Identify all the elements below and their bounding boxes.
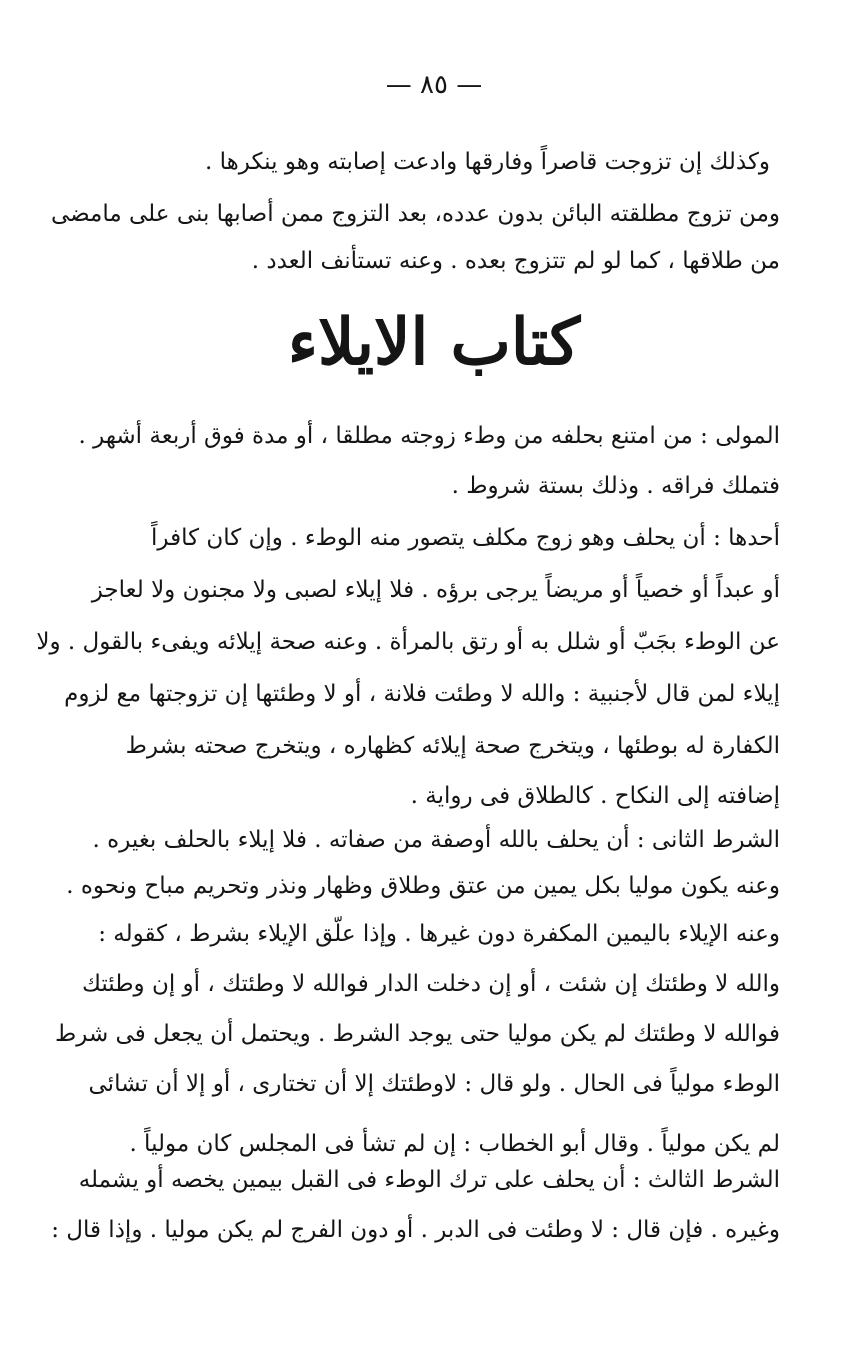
page-number: — ٨٥ — bbox=[385, 70, 483, 100]
text-line: أو عبداً أو خصياً أو مريضاً يرجى برؤه . فلا إيلاء لصبى ولا مجنون ولا لعاجز bbox=[91, 577, 780, 603]
text-line: لم يكن مولياً . وقال أبو الخطاب : إن لم تشأ فى المجلس كان مولياً . bbox=[129, 1131, 780, 1157]
text-line: الشرط الثانى : أن يحلف بالله أوصفة من صفاته . فلا إيلاء بالحلف بغيره . bbox=[92, 827, 780, 853]
text-line: الشرط الثالث : أن يحلف على ترك الوطء فى القبل بيمين يخصه أو يشمله bbox=[78, 1167, 780, 1193]
text-line: فتملك فراقه . وذلك بستة شروط . bbox=[451, 473, 780, 499]
text-line: والله لا وطئتك إن شئت ، أو إن دخلت الدار فوالله لا وطئتك ، أو إن وطئتك bbox=[81, 971, 780, 997]
text-line: إيلاء لمن قال لأجنبية : والله لا وطئت فلانة ، أو لا وطئتها إن تزوجتها مع لزوم bbox=[64, 681, 780, 707]
text-line: وغيره . فإن قال : لا وطئت فى الدبر . أو دون الفرج لم يكن موليا . وإذا قال : bbox=[51, 1217, 780, 1243]
text-line: من طلاقها ، كما لو لم تتزوج بعده . وعنه تستأنف العدد . bbox=[251, 248, 780, 274]
text-line: المولى : من امتنع بحلفه من وطء زوجته مطلقا ، أو مدة فوق أربعة أشهر . bbox=[78, 423, 780, 449]
text-line: فوالله لا وطئتك لم يكن موليا حتى يوجد الشرط . ويحتمل أن يجعل فى شرط bbox=[55, 1021, 780, 1047]
text-line: وكذلك إن تزوجت قاصراً وفارقها وادعت إصابته وهو ينكرها . bbox=[205, 149, 770, 175]
text-line: الكفارة له بوطئها ، ويتخرج صحة إيلائه كظهاره ، ويتخرج صحته بشرط bbox=[125, 733, 780, 759]
text-line: وعنه يكون موليا بكل يمين من عتق وطلاق وظهار ونذر وتحريم مباح ونحوه . bbox=[66, 873, 780, 899]
text-line: وعنه الإيلاء باليمين المكفرة دون غيرها . وإذا علّق الإيلاء بشرط ، كقوله : bbox=[98, 921, 780, 947]
text-line: أحدها : أن يحلف وهو زوج مكلف يتصور منه الوطء . وإن كان كافراً bbox=[151, 525, 780, 551]
text-line: إضافته إلى النكاح . كالطلاق فى رواية . bbox=[410, 783, 780, 809]
text-line: الوطء مولياً فى الحال . ولو قال : لاوطئتك إلا أن تختارى ، أو إلا أن تشائى bbox=[88, 1071, 780, 1097]
chapter-title: كتاب الايلاء bbox=[287, 305, 581, 380]
text-line: ومن تزوج مطلقته البائن بدون عدده، بعد التزوج ممن أصابها بنى على مامضى bbox=[50, 201, 780, 227]
text-line: عن الوطء بجَبّ أو شلل به أو رتق بالمرأة . وعنه صحة إيلائه ويفىء بالقول . ولا bbox=[36, 629, 780, 655]
